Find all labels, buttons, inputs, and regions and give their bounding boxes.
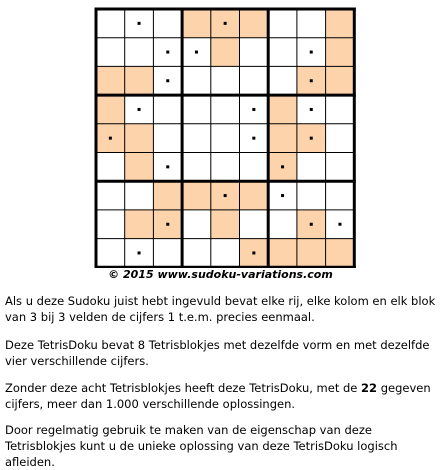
- shaded-cell: [240, 9, 269, 38]
- shaded-cell: [125, 210, 154, 239]
- shaded-cell: [326, 66, 355, 95]
- copyright-text: © 2015 www.sudoku-variations.com: [108, 268, 333, 281]
- dot-marker: [338, 223, 341, 226]
- dot-marker: [138, 22, 141, 25]
- dot-marker: [252, 251, 255, 254]
- dot-marker: [109, 137, 112, 140]
- shaded-cell: [211, 210, 240, 239]
- dot-marker: [166, 51, 169, 54]
- shaded-cell: [182, 181, 211, 210]
- shaded-cell: [125, 153, 154, 182]
- dot-marker: [224, 194, 227, 197]
- shaded-cell: [96, 66, 125, 95]
- tetris-blocks-paragraph: Deze TetrisDoku bevat 8 Tetrisblokjes met dezelfde vorm en met dezelfde vier verschillende cijfers.: [5, 338, 430, 368]
- shaded-cell: [240, 181, 269, 210]
- shaded-cell: [211, 38, 240, 67]
- solutions-paragraph: [5, 380, 437, 412]
- dot-marker: [252, 108, 255, 111]
- solutions-text-start: Zonder deze acht Tetrisblokjes heeft deze TetrisDoku, met de: [5, 381, 362, 395]
- dot-marker: [310, 79, 313, 82]
- shaded-cell: [268, 124, 297, 153]
- shaded-cell: [268, 239, 297, 268]
- dot-marker: [224, 22, 227, 25]
- dot-marker: [166, 165, 169, 168]
- shaded-cell: [96, 95, 125, 124]
- rules-paragraph: Als u deze Sudoku juist hebt ingevuld bevat elke rij, elke kolom en elk blok van 3 bij 3 velden de cijfers 1 t.e.m. precies eenmaal.: [5, 294, 436, 324]
- shaded-cell: [125, 124, 154, 153]
- dot-marker: [138, 251, 141, 254]
- shaded-cell: [326, 239, 355, 268]
- shaded-cell: [326, 9, 355, 38]
- dot-marker: [281, 165, 284, 168]
- dot-marker: [195, 51, 198, 54]
- dot-marker: [310, 51, 313, 54]
- given-digits-count: 22: [361, 381, 378, 395]
- dot-marker: [310, 108, 313, 111]
- dot-marker: [252, 137, 255, 140]
- shaded-cell: [153, 181, 182, 210]
- shaded-cell: [326, 38, 355, 67]
- shaded-cell: [268, 95, 297, 124]
- shaded-cell: [297, 239, 326, 268]
- dot-marker: [138, 108, 141, 111]
- shaded-cell: [182, 9, 211, 38]
- dot-marker: [310, 137, 313, 140]
- dot-marker: [281, 194, 284, 197]
- dot-marker: [166, 223, 169, 226]
- shaded-cell: [125, 66, 154, 95]
- dot-marker: [166, 79, 169, 82]
- logic-paragraph: Door regelmatig gebruik te maken van de eigenschap van deze Tetrisblokjes kunt u de unieke oplossing van deze TetrisDoku logisch afleiden.: [5, 423, 398, 469]
- solutions-text-end: gegeven cijfers, meer dan 1.000 verschillende oplossingen.: [5, 381, 431, 411]
- dot-marker: [310, 223, 313, 226]
